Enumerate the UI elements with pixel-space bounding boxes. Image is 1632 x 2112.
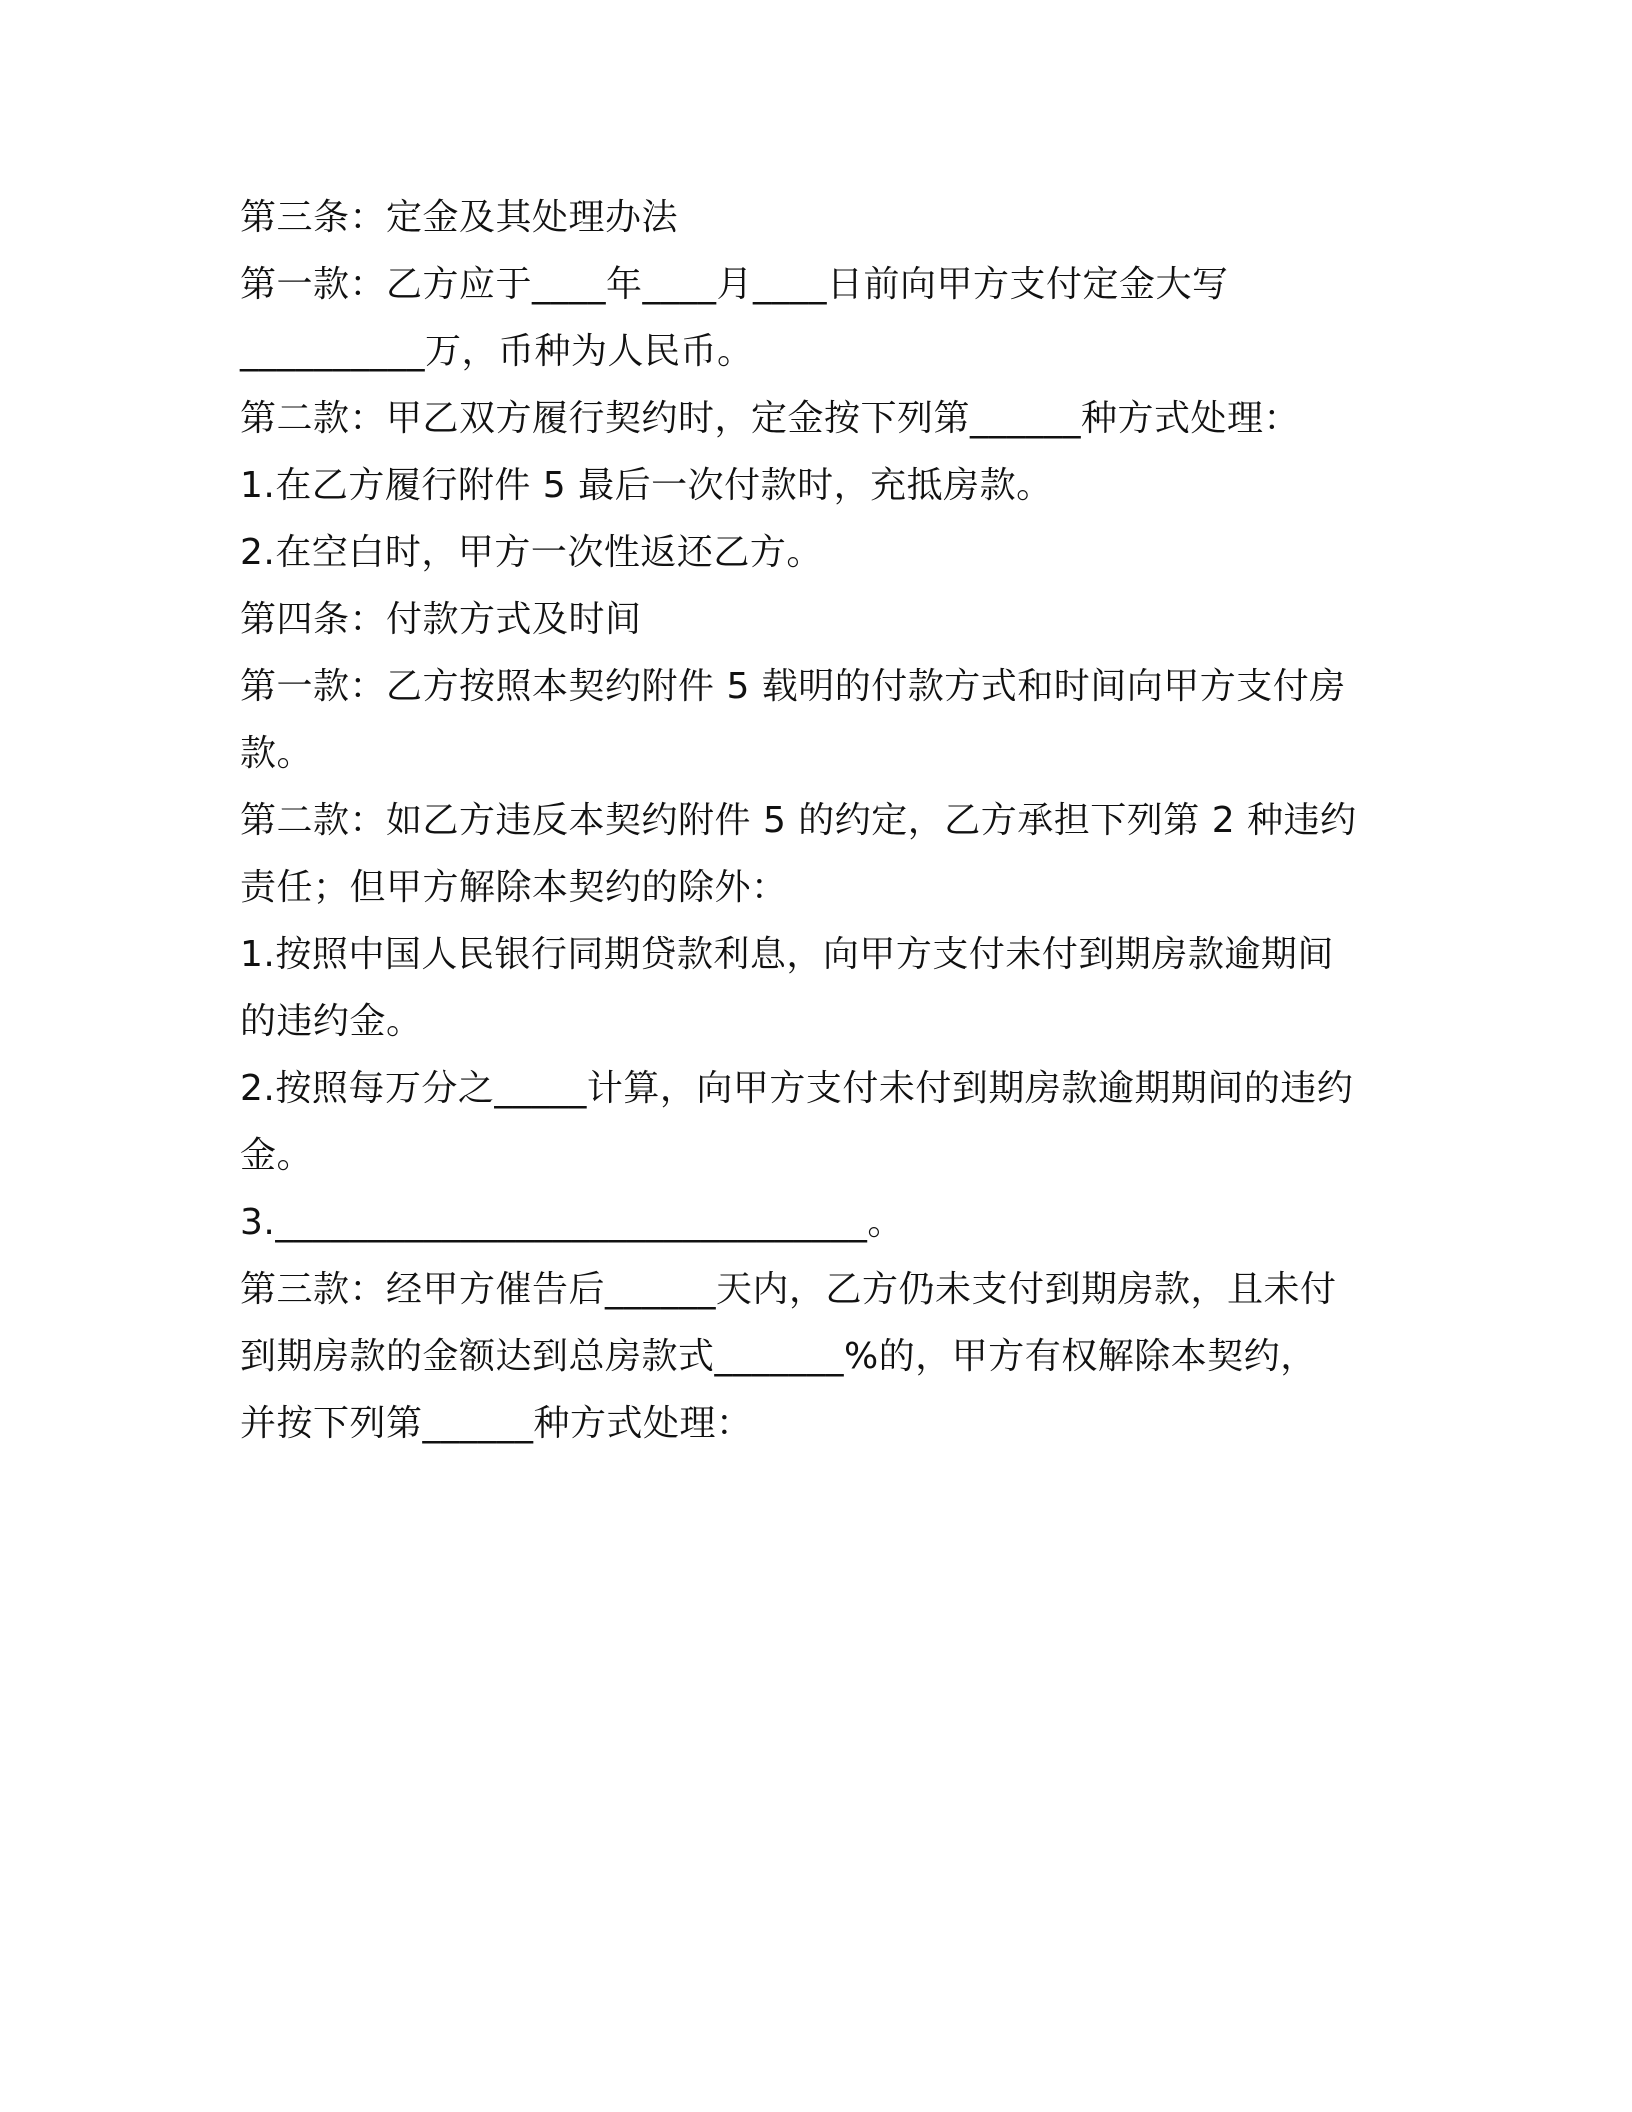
article-3-heading: 第三条：定金及其处理办法 [240,197,679,238]
article-3-clause-2-option-2: 2.在空白时，甲方一次性返还乙方。 [240,532,823,573]
article-4-clause-1-cont: 款。 [240,733,314,774]
article-3-clause-2: 第二款：甲乙双方履行契约时，定金按下列第______种方式处理： [240,398,1301,439]
article-4-clause-2-cont: 责任；但甲方解除本契约的除外： [240,867,788,908]
article-4-heading: 第四条：付款方式及时间 [240,599,642,640]
document-body [240,184,1400,1457]
article-4-clause-3-cont-2: 并按下列第______种方式处理： [240,1403,753,1444]
article-4-clause-3: 第三款：经甲方催告后______天内，乙方仍未支付到期房款，且未付 [240,1269,1337,1310]
article-4-clause-1: 第一款：乙方按照本契约附件 5 载明的付款方式和时间向甲方支付房 [240,666,1346,707]
article-3-clause-1-cont: __________万，币种为人民币。 [240,331,754,372]
article-3-clause-1: 第一款：乙方应于____年____月____日前向甲方支付定金大写 [240,264,1229,305]
article-4-clause-2-option-3: 3.________________________________。 [240,1202,904,1243]
article-4-clause-2-option-1: 1.按照中国人民银行同期贷款利息，向甲方支付未付到期房款逾期间 [240,934,1334,975]
article-4-clause-3-cont-1: 到期房款的金额达到总房款式_______%的，甲方有权解除本契约， [240,1336,1317,1377]
article-4-clause-2-option-2-cont: 金。 [240,1135,314,1176]
article-4-clause-2-option-2: 2.按照每万分之_____计算，向甲方支付未付到期房款逾期期间的违约 [240,1068,1354,1109]
article-4-clause-2-option-1-cont: 的违约金。 [240,1001,423,1042]
article-3-clause-2-option-1: 1.在乙方履行附件 5 最后一次付款时，充抵房款。 [240,465,1053,506]
article-4-clause-2: 第二款：如乙方违反本契约附件 5 的约定，乙方承担下列第 2 种违约 [240,800,1357,841]
